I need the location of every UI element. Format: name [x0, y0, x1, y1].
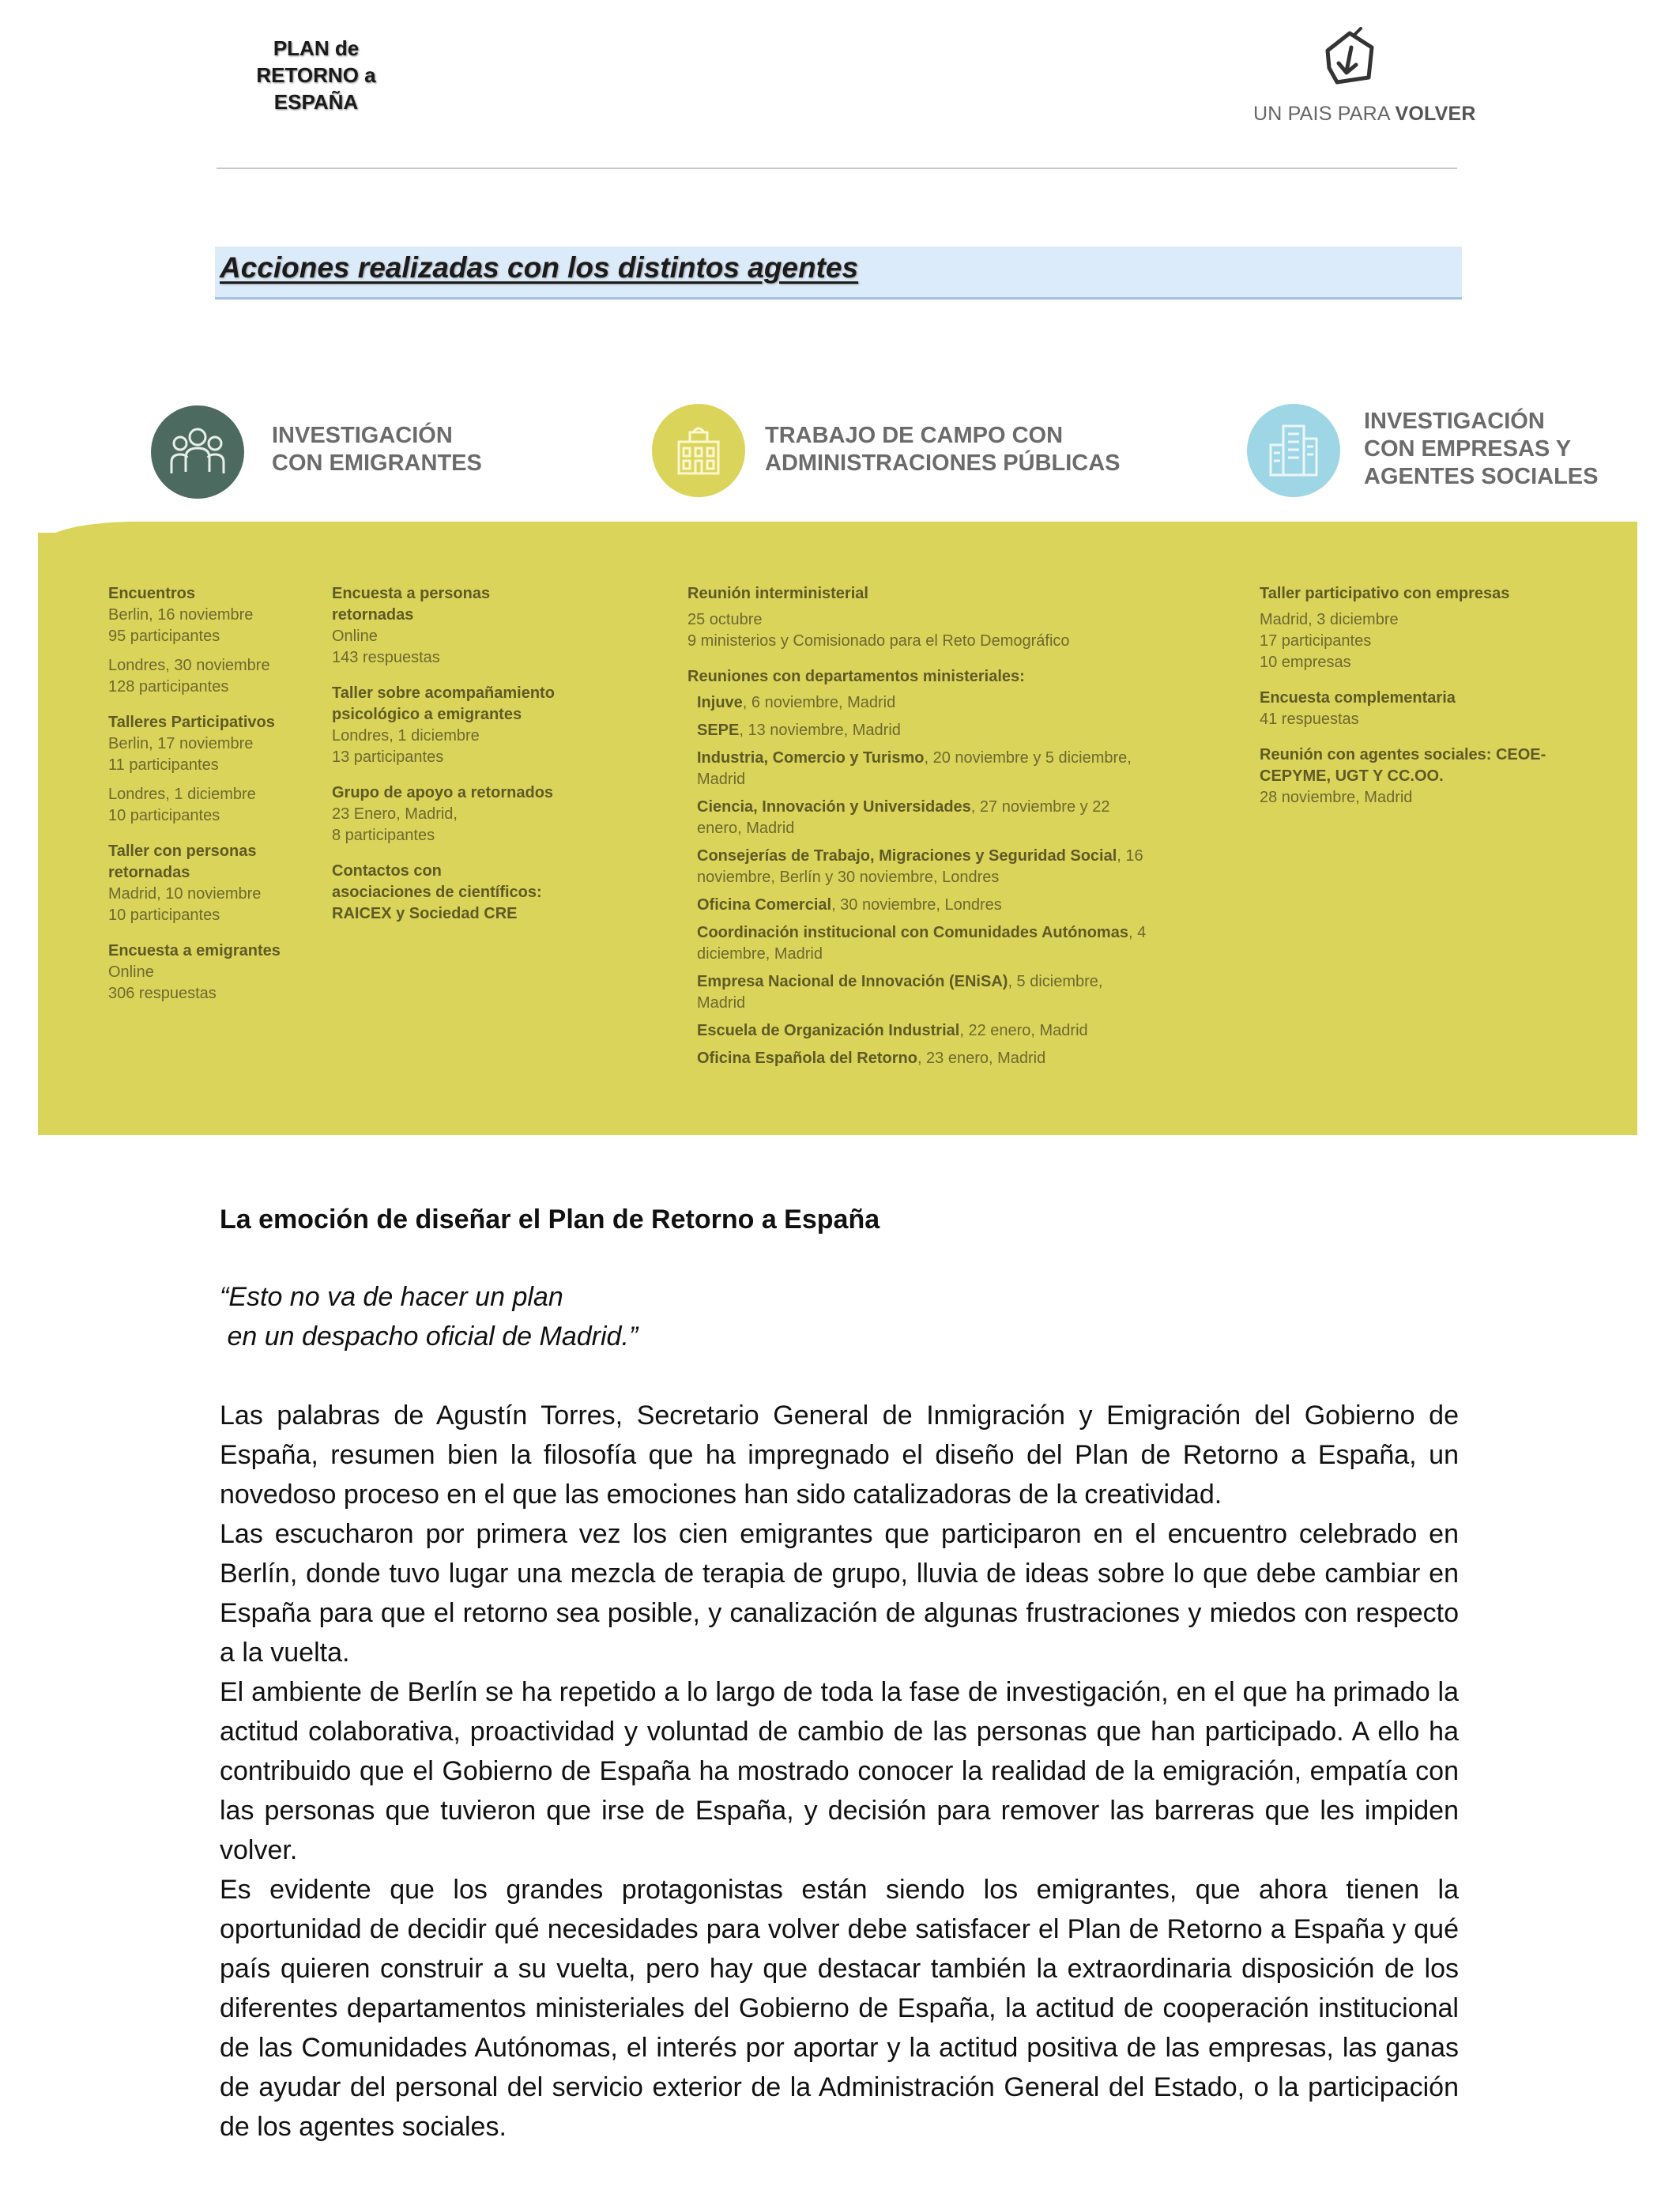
panel-column-empresas: [1260, 583, 1607, 809]
item-title: Encuentros: [108, 585, 196, 602]
item-title: Taller participativo con empresas: [1260, 585, 1510, 602]
item-line: 25 octubre: [687, 611, 763, 628]
category-administraciones-circle: [652, 404, 745, 497]
item-line: Berlin, 17 noviembre: [108, 735, 254, 752]
department-name: Injuve: [697, 694, 743, 711]
logo-text: [1253, 103, 1476, 126]
item-line: 306 respuestas: [108, 985, 217, 1002]
item-title: Contactos con asociaciones de científicos: RAICEX y Sociedad CRE: [332, 862, 542, 922]
item-title: Encuesta complementaria: [1260, 689, 1456, 707]
department-item: [697, 895, 1155, 916]
item-title: Grupo de apoyo a retornados: [332, 784, 554, 801]
category-label-line: INVESTIGACIÓN: [1364, 409, 1545, 434]
department-detail: , 5 diciembre, Madrid: [697, 973, 1103, 1012]
department-item: [697, 748, 1155, 790]
item-line: 17 participantes: [1260, 632, 1372, 650]
logo-text-bold: VOLVER: [1395, 103, 1476, 125]
department-item: [697, 692, 1155, 714]
department-detail: , 30 noviembre, Londres: [831, 896, 1002, 914]
un-pais-para-volver-logo: [1253, 27, 1476, 138]
department-item: [697, 1048, 1155, 1069]
section-title: Acciones realizadas con los distintos agentes: [220, 251, 859, 284]
department-item: [697, 720, 1155, 741]
department-name: Escuela de Organización Industrial: [697, 1022, 960, 1039]
panel-column-emigrantes: [108, 583, 281, 1005]
category-empresas-label: [1364, 408, 1599, 491]
item-line: 10 participantes: [108, 807, 220, 824]
department-name: Coordinación institucional con Comunidades Autónomas: [697, 924, 1128, 941]
department-name: Consejerías de Trabajo, Migraciones y Seguridad Social: [697, 847, 1117, 865]
office-buildings-icon: [1266, 421, 1321, 480]
panel-column-emigrantes-2: [332, 583, 561, 925]
item-line: Berlin, 16 noviembre: [108, 606, 254, 624]
quote-line: en un despacho oficial de Madrid.”: [220, 1321, 638, 1351]
item-title: Reunión interministerial: [687, 585, 868, 602]
department-detail: , 23 enero, Madrid: [917, 1050, 1046, 1067]
department-detail: , 13 noviembre, Madrid: [739, 722, 901, 739]
item-title: Taller con personas retornadas: [108, 843, 257, 881]
plan-title-line: PLAN de: [273, 36, 360, 60]
article: [220, 1200, 1459, 2147]
department-detail: , 4 diciembre, Madrid: [697, 924, 1147, 963]
article-paragraph: Es evidente que los grandes protagonistas están siendo los emigrantes, que ahora tienen la oportunidad de decidir qué necesidades para volver debe satisfacer el Plan de Retorno a España y qué país quieren construir a su vuelta, pero hay que destacar también la extraordinaria disposición de los diferentes departamentos ministeriales del Gobierno de España, la actitud de cooperación institucional de las Comunidades Autónomas, el interés por aportar y la actitud positiva de las empresas, las ganas de ayudar del personal del servicio exterior de la Administración General del Estado, o la participación de los agentes sociales.: [220, 1875, 1459, 2142]
departments-list: [687, 692, 1155, 1069]
item-title: Talleres Participativos: [108, 714, 275, 731]
department-detail: , 22 enero, Madrid: [959, 1022, 1088, 1039]
category-label-line: CON EMPRESAS Y: [1364, 436, 1572, 462]
item-line: Madrid, 3 diciembre: [1260, 611, 1399, 628]
item-line: Londres, 1 diciembre: [332, 727, 480, 745]
article-paragraph: El ambiente de Berlín se ha repetido a lo largo de toda la fase de investigación, en el que ha primado la actitud colaborativa, proactividad y voluntad de cambio de las personas que han participado. A ello ha contribuido que el Gobierno de España ha mostrado conocer la realidad de la emigración, empatía con las personas que tuvieron que irse de España, y decisión para remover las barreras que les impiden volver.: [220, 1677, 1459, 1865]
department-detail: , 27 noviembre y 22 enero, Madrid: [697, 798, 1110, 837]
item-line: 11 participantes: [108, 756, 219, 774]
department-item: [697, 1020, 1155, 1042]
department-name: Oficina Española del Retorno: [697, 1050, 917, 1067]
category-label-line: INVESTIGACIÓN: [272, 423, 453, 448]
department-name: Oficina Comercial: [697, 896, 832, 914]
category-label-line: ADMINISTRACIONES PÚBLICAS: [765, 450, 1121, 476]
item-line: 9 ministerios y Comisionado para el Reto Demográfico: [687, 632, 1070, 650]
item-line: Madrid, 10 noviembre: [108, 885, 262, 903]
people-group-icon: [170, 423, 225, 481]
category-emigrantes-circle: [151, 405, 244, 499]
item-line: 10 empresas: [1260, 654, 1351, 671]
department-item: [697, 922, 1155, 965]
item-title: Encuesta a personas retornadas: [332, 585, 491, 624]
item-line: 28 noviembre, Madrid: [1260, 789, 1413, 806]
category-label-line: AGENTES SOCIALES: [1364, 464, 1599, 489]
item-line: 10 participantes: [108, 907, 220, 924]
department-name: SEPE: [697, 722, 740, 739]
item-title: Encuesta a emigrantes: [108, 942, 281, 959]
item-line: 13 participantes: [332, 748, 444, 766]
plan-title-logo: [245, 35, 387, 115]
department-name: Ciencia, Innovación y Universidades: [697, 798, 971, 816]
article-paragraph: Las escucharon por primera vez los cien emigrantes que participaron en el encuentro celebrado en Berlín, donde tuvo lugar una mezcla de terapia de grupo, lluvia de ideas sobre lo que debe cambiar en España para que el retorno sea posible, y canalización de algunas frustraciones y miedos con respecto a la vuelta.: [220, 1519, 1459, 1668]
department-item: [697, 971, 1155, 1014]
article-title: La emoción de diseñar el Plan de Retorno a España: [220, 1204, 880, 1235]
item-line: 41 respuestas: [1260, 711, 1359, 728]
item-line: Online: [108, 963, 154, 981]
item-line: 95 participantes: [108, 628, 220, 645]
plan-title-line: ESPAÑA: [273, 90, 359, 114]
header-divider: [217, 168, 1457, 169]
item-line: Londres, 1 diciembre: [108, 786, 256, 803]
government-building-icon: [671, 421, 726, 480]
department-detail: , 6 noviembre, Madrid: [742, 694, 896, 711]
item-line: 8 participantes: [332, 827, 435, 844]
item-line: Online: [332, 628, 378, 645]
item-line: 23 Enero, Madrid,: [332, 805, 458, 823]
item-line: 143 respuestas: [332, 649, 440, 666]
department-detail: , 16 noviembre, Berlín y 30 noviembre, Londres: [697, 847, 1143, 886]
department-name: Empresa Nacional de Innovación (ENiSA): [697, 973, 1008, 990]
department-detail: , 20 noviembre y 5 diciembre, Madrid: [697, 749, 1132, 788]
category-empresas-circle: [1247, 404, 1340, 497]
department-name: Industria, Comercio y Turismo: [697, 749, 925, 767]
item-title: Reuniones con departamentos ministeriales:: [687, 668, 1025, 685]
category-label-line: CON EMIGRANTES: [272, 450, 482, 476]
category-administraciones-label: [765, 422, 1121, 477]
item-title: Taller sobre acompañamiento psicológico a emigrantes: [332, 684, 555, 723]
department-item: [697, 846, 1155, 888]
department-item: [697, 797, 1155, 839]
item-line: Londres, 30 noviembre: [108, 657, 270, 674]
category-emigrantes-label: [272, 422, 482, 477]
category-label-line: TRABAJO DE CAMPO CON: [765, 423, 1064, 448]
item-line: 128 participantes: [108, 678, 229, 696]
article-paragraph: Las palabras de Agustín Torres, Secretario General de Inmigración y Emigración del Gobierno de España, resumen bien la filosofía que ha impregnado el diseño del Plan de Retorno a España, un novedoso proceso en el que las emociones han sido catalizadoras de la creatividad.: [220, 1400, 1459, 1510]
panel-column-administraciones: [687, 583, 1155, 1069]
logo-text-regular: UN PAIS PARA: [1253, 103, 1396, 125]
item-title: Reunión con agentes sociales: CEOE-CEPYME, UGT Y CC.OO.: [1260, 746, 1546, 785]
plan-title-line: RETORNO a: [256, 63, 376, 87]
quote-line: “Esto no va de hacer un plan: [220, 1282, 563, 1312]
house-arrow-icon: [1320, 27, 1380, 95]
